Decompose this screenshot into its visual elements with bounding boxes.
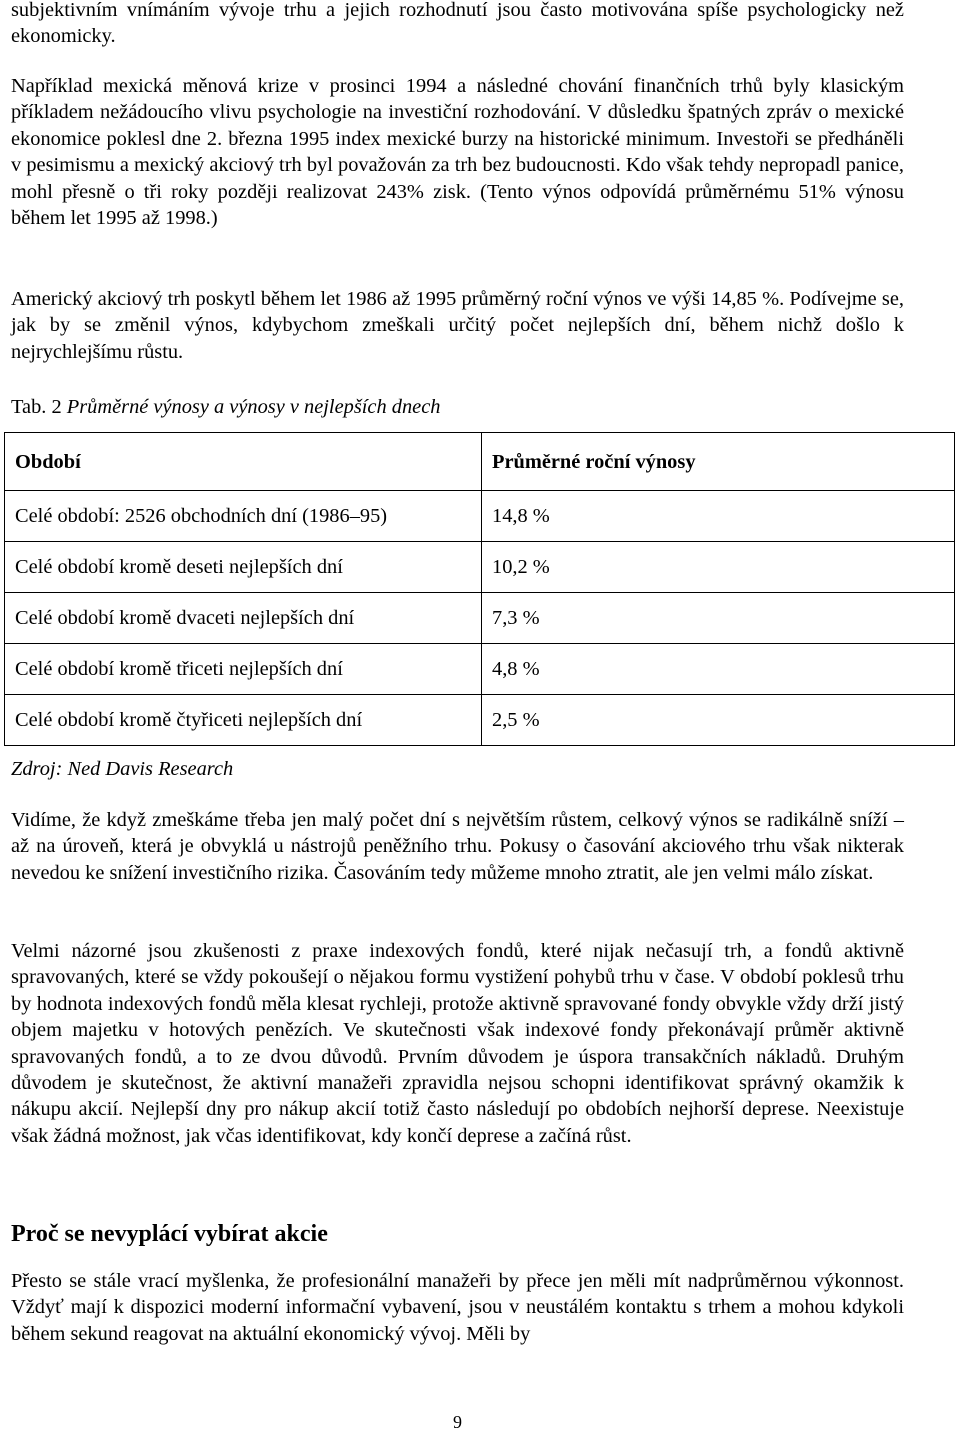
- table-header-returns: Průměrné roční výnosy: [482, 433, 955, 491]
- table-cell-return: 10,2 %: [482, 542, 955, 593]
- paragraph-intro-continuation: subjektivním vnímáním vývoje trhu a jejich rozhodnutí jsou často motivována spíše psychologicky než ekonomicky.: [11, 0, 904, 48]
- table-cell-period: Celé období kromě čtyřiceti nejlepších dní: [5, 695, 482, 746]
- paragraph-index-funds: Velmi názorné jsou zkušenosti z praxe indexových fondů, které nijak nečasují trh, a fondů aktivně spravovaných, které se vždy pokoušejí o nějakou formu vystižení pohybů trhu v čase. V období poklesů trhu by hodnota indexových fondů měla klesat rychleji, protože aktivně spravované fondy obvykle vždy drží jistý objem majetku v hotových penězích. Ve skutečnosti však indexové fondy překonávají průměr aktivně spravovaných fondů, a to ze dvou důvodů. Prvním důvodem je úspora transakčních nákladů. Druhým důvodem je skutečnost, že aktivní manažeři zpravidla nejsou schopni identifikovat správný okamžik k nákupu akcií. Nejlepší dny pro nákup akcií totiž často následují po obdobích nejhorší deprese. Neexistuje však žádná možnost, jak včas identifikovat, kdy končí deprese a začíná růst.: [11, 940, 904, 1147]
- table-caption-label: Tab. 2: [11, 396, 62, 418]
- page-number: 9: [453, 1412, 462, 1432]
- table-cell-period: Celé období kromě třiceti nejlepších dní: [5, 644, 482, 695]
- returns-table: [4, 432, 955, 746]
- paragraph-missed-days: Vidíme, že když zmeškáme třeba jen malý počet dní s největším růstem, celkový výnos se radikálně sníží – až na úroveň, která je obvyklá u nástrojů peněžního trhu. Pokusy o časování akciového trhu však nikterak nevedou ke snížení investičního rizika. Časováním tedy můžeme mnoho ztratit, ale jen velmi málo získat.: [11, 809, 904, 884]
- table-source: Zdroj: Ned Davis Research: [11, 758, 234, 780]
- table-cell-return: 14,8 %: [482, 491, 955, 542]
- paragraph-professional-managers: Přesto se stále vrací myšlenka, že profesionální manažeři by přece jen měli mít nadprůměrnou výkonnost. Vždyť mají k dispozici moderní informační vybavení, jsou v neustálém kontaktu s trhem a mohou kdykoli během sekund reagovat na aktuální ekonomický vývoj. Měli by: [11, 1270, 904, 1345]
- table-caption: [11, 393, 440, 421]
- table-header-row: [5, 433, 955, 491]
- table-caption-title: Průměrné výnosy a výnosy v nejlepších dnech: [66, 396, 441, 418]
- paragraph-mexican-crisis: Například mexická měnová krize v prosinci 1994 a následné chování finančních trhů byly klasickým příkladem nežádoucího vlivu psychologie na investiční rozhodování. V důsledku špatných zpráv o mexické ekonomice poklesl dne 2. března 1995 index mexické burzy na historické minimum. Investoři se předháněli v pesimismu a mexický akciový trh byl považován za trh bez budoucnosti. Kdo však tehdy nepropadl panice, mohl přesně o tři roky později realizovat 243% zisk. (Tento výnos odpovídá průměrnému 51% výnosu během let 1995 až 1998.): [11, 75, 904, 230]
- table-cell-return: 7,3 %: [482, 593, 955, 644]
- table-cell-period: Celé období kromě dvaceti nejlepších dní: [5, 593, 482, 644]
- paragraph-us-market: Americký akciový trh poskytl během let 1986 až 1995 průměrný roční výnos ve výši 14,85 %. Podívejme se, jak by se změnil výnos, kdybychom zmeškali určitý počet nejlepších dní, během nichž došlo k nejrychlejšímu růstu.: [11, 288, 904, 363]
- table-row: [5, 593, 955, 644]
- table-cell-period: Celé období kromě deseti nejlepších dní: [5, 542, 482, 593]
- section-heading: Proč se nevyplácí vybírat akcie: [11, 1221, 328, 1247]
- table-cell-period: Celé období: 2526 obchodních dní (1986–95): [5, 491, 482, 542]
- table-row: [5, 644, 955, 695]
- table-cell-return: 4,8 %: [482, 644, 955, 695]
- table-cell-return: 2,5 %: [482, 695, 955, 746]
- table-header-period: Období: [5, 433, 482, 491]
- table-row: [5, 542, 955, 593]
- table-row: [5, 491, 955, 542]
- table-row: [5, 695, 955, 746]
